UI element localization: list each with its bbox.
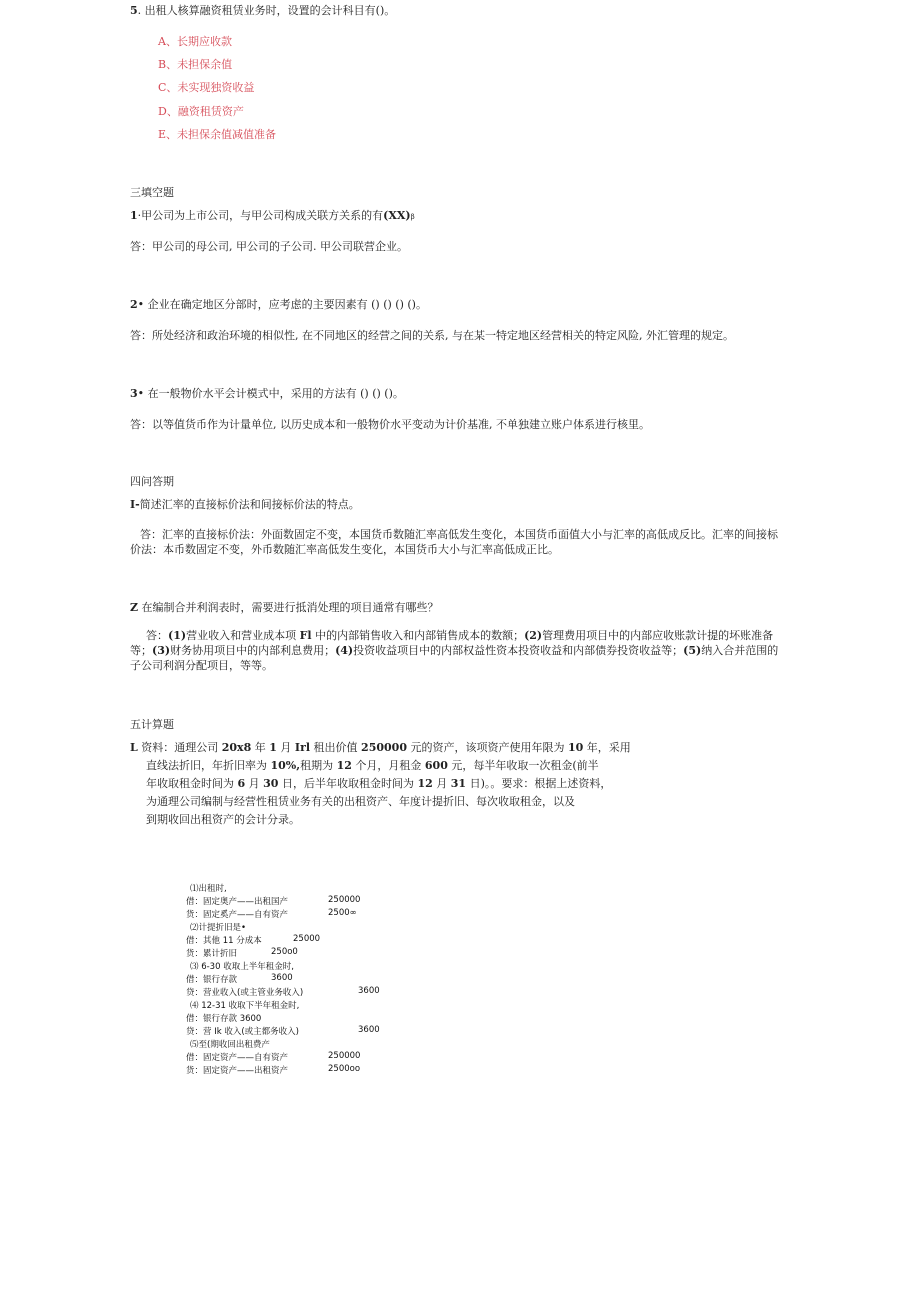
calc-text: 年 <box>251 741 270 754</box>
question-text: . 出租人核算融资租赁业务时，设置的会计科目有()。 <box>137 4 396 17</box>
entry-amount: 3600 <box>271 973 293 983</box>
calc-line-5: 到期收回出租资产的会计分录。 <box>146 813 300 826</box>
calc-bold: 30 <box>263 777 279 790</box>
question-suffix: β <box>410 213 415 221</box>
calc-text: 个月，月租金 <box>351 759 425 772</box>
entry-amount: 250o0 <box>271 947 298 957</box>
question-number: 3 <box>130 387 138 400</box>
entry-text: 借：固定资产——自有资产 <box>186 1053 289 1063</box>
calc-text: 元，每半年收取一次租金(前半 <box>447 759 599 772</box>
answer-segment: 中的内部销售收入和内部销售成本的数额； <box>311 629 525 642</box>
calc-bold: 10%, <box>270 759 301 772</box>
calc-bold: 250000 <box>361 741 407 754</box>
option-c: C、未实现独资收益 <box>158 81 255 94</box>
calc-text: 月 <box>276 741 295 754</box>
fill-answer-1: 答：甲公司的母公司, 甲公司的子公司. 甲公司联营企业。 <box>130 240 408 253</box>
question-number: L <box>130 741 138 754</box>
entry-amount: 25000 <box>293 934 321 944</box>
question-text: 简述汇率的直接标价法和间接标价法的特点。 <box>139 498 360 511</box>
answer-segment: 管理费用项目中的内部应收账款计提的坏账准备等； <box>130 629 774 657</box>
answer-bold: (4) <box>335 644 354 657</box>
entry-amount: 3600 <box>358 1025 380 1035</box>
calc-line-3 <box>146 775 611 793</box>
calc-text: 租出价值 <box>310 741 362 754</box>
calc-text: 月 <box>245 777 264 790</box>
section-title-qa: 四问答期 <box>130 475 174 488</box>
question-bold: (XX) <box>383 209 411 222</box>
calc-bold: 6 <box>237 777 246 790</box>
entry-amount: 2500∞ <box>328 908 357 918</box>
question-text: • 在一般物价水平会计模式中，采用的方法有 () () ()。 <box>137 387 404 400</box>
answer-segment: 投资收益项目中的内部权益性资本投资收益和内部债券投资收益等； <box>353 644 684 657</box>
calc-bold: 20x8 <box>221 741 252 754</box>
qa-question-2 <box>130 599 439 615</box>
answer-bold: (5) <box>683 644 702 657</box>
question-number: I- <box>130 498 140 511</box>
qa-answer-1: 答：汇率的直接标价法：外面数固定不变，本国货币数随汇率高低发生变化，本国货币面值大小与汇率的高低成反比。汇率的间接标价法：本币数固定不变，外币数随汇率高低发生变化，本国货币大小与汇率高低成正比。 <box>130 528 778 556</box>
entry-text: ⑷ 12-31 收取下半年租金时, <box>190 1001 300 1011</box>
calc-bold: 31 <box>450 777 467 790</box>
calc-bold: 12 <box>336 759 352 772</box>
calc-line-1 <box>130 739 631 755</box>
answer-bold: (2) <box>524 629 543 642</box>
option-b: B、未担保余值 <box>158 58 233 71</box>
qa-answer-2 <box>130 628 785 673</box>
entry-text: ⑶ 6-30 收取上半年租金时, <box>190 962 294 972</box>
entry-text: 货：固定奚产——自有资产 <box>186 910 289 920</box>
calc-text: 月 <box>432 777 451 790</box>
question-number: 2 <box>130 298 138 311</box>
entry-amount: 3600 <box>358 986 380 996</box>
answer-segment: 答： <box>146 629 168 642</box>
calc-text: 日)。。要求：根据上述资料， <box>466 777 612 790</box>
entry-text: ⑴出租时, <box>190 884 227 894</box>
question-text: • 企业在确定地区分部时，应考虑的主要因素有 () () () ()。 <box>137 298 427 311</box>
calc-text: 直线法折旧，年折旧率为 <box>146 759 271 772</box>
answer-segment: 财务协用项目中的内部利息费用； <box>170 644 336 657</box>
entry-text: 借：银行存款 3600 <box>186 1014 262 1024</box>
question-number: 1 <box>130 209 138 222</box>
entry-text: 贷：营业收入(或主管业务收入) <box>186 988 304 998</box>
calc-line-4: 为通理公司编制与经营性租赁业务有关的出租资产、年度计提折旧、每次收取租金，以及 <box>146 795 575 808</box>
qa-question-1 <box>130 496 360 512</box>
calc-text: 年，采用 <box>583 741 631 754</box>
question-number: 5 <box>130 4 138 17</box>
section-title-fill: 三填空题 <box>130 186 174 199</box>
answer-bold: (1) <box>168 629 187 642</box>
calc-line-2 <box>146 757 599 775</box>
entry-amount: 250000 <box>328 1051 361 1061</box>
section-title-calc: 五计算题 <box>130 718 174 731</box>
fill-answer-3: 答：以等值货币作为计量单位, 以历史成本和一般物价水平变动为计价基准, 不单独建立账户体系进行核里。 <box>130 418 650 431</box>
fill-question-1 <box>130 207 415 223</box>
fill-question-2 <box>130 296 427 312</box>
calc-text: 元的资产，该项资产使用年限为 <box>406 741 568 754</box>
calc-bold: 600 <box>424 759 448 772</box>
question-5 <box>130 2 395 18</box>
calc-text: 资料：通理公司 <box>141 741 222 754</box>
calc-text: 年收取租金时间为 <box>146 777 238 790</box>
option-a: A、长期应收款 <box>158 35 232 48</box>
answer-segment: 营业收入和营业成本项 <box>186 629 300 642</box>
entry-text: 货：固定资产——出租资产 <box>186 1066 289 1076</box>
fill-answer-2: 答：所处经济和政治环境的相似性, 在不同地区的经营之间的关系, 与在某一特定地区经营相关的特定风险, 外汇管理的规定。 <box>130 329 734 342</box>
calc-bold: Irl <box>294 741 311 754</box>
entry-text: 借：银行存款 <box>186 975 238 985</box>
option-d: D、融资租赁资产 <box>158 105 244 118</box>
calc-bold: 1 <box>269 741 277 754</box>
answer-segment: 纳入合并范围的子公司利润分配项目，等等。 <box>130 644 779 672</box>
entry-text: 借：固定奥产——出租国产 <box>186 897 289 907</box>
calc-bold: 10 <box>567 741 584 754</box>
entry-text: 借：其他 11 分成本 <box>186 936 262 946</box>
entry-text: 货：累计折旧 <box>186 949 238 959</box>
question-number: Z <box>130 601 139 614</box>
entry-text: 贷：营 Ik 收入(或主都务收入) <box>186 1027 299 1037</box>
calc-text: 租期为 <box>300 759 337 772</box>
question-text: 在编制合并利润表时，需要进行抵消处理的项目通常有哪些？ <box>138 601 439 614</box>
calc-text: 日，后半年收取租金时间为 <box>278 777 418 790</box>
answer-bold: (3) <box>152 644 171 657</box>
answer-bold: Fl <box>299 629 312 642</box>
entry-amount: 2500oo <box>328 1064 361 1074</box>
question-text: ·甲公司为上市公司，与甲公司构成关联方关系的有 <box>137 209 384 222</box>
entry-amount: 250000 <box>328 895 361 905</box>
entry-text: ⑵计提折旧是• <box>190 923 247 933</box>
fill-question-3 <box>130 385 404 401</box>
option-e: E、未担保余值减值准备 <box>158 128 277 141</box>
entry-text: ⑸至(期收回出租费产 <box>190 1040 270 1050</box>
calc-bold: 12 <box>417 777 433 790</box>
